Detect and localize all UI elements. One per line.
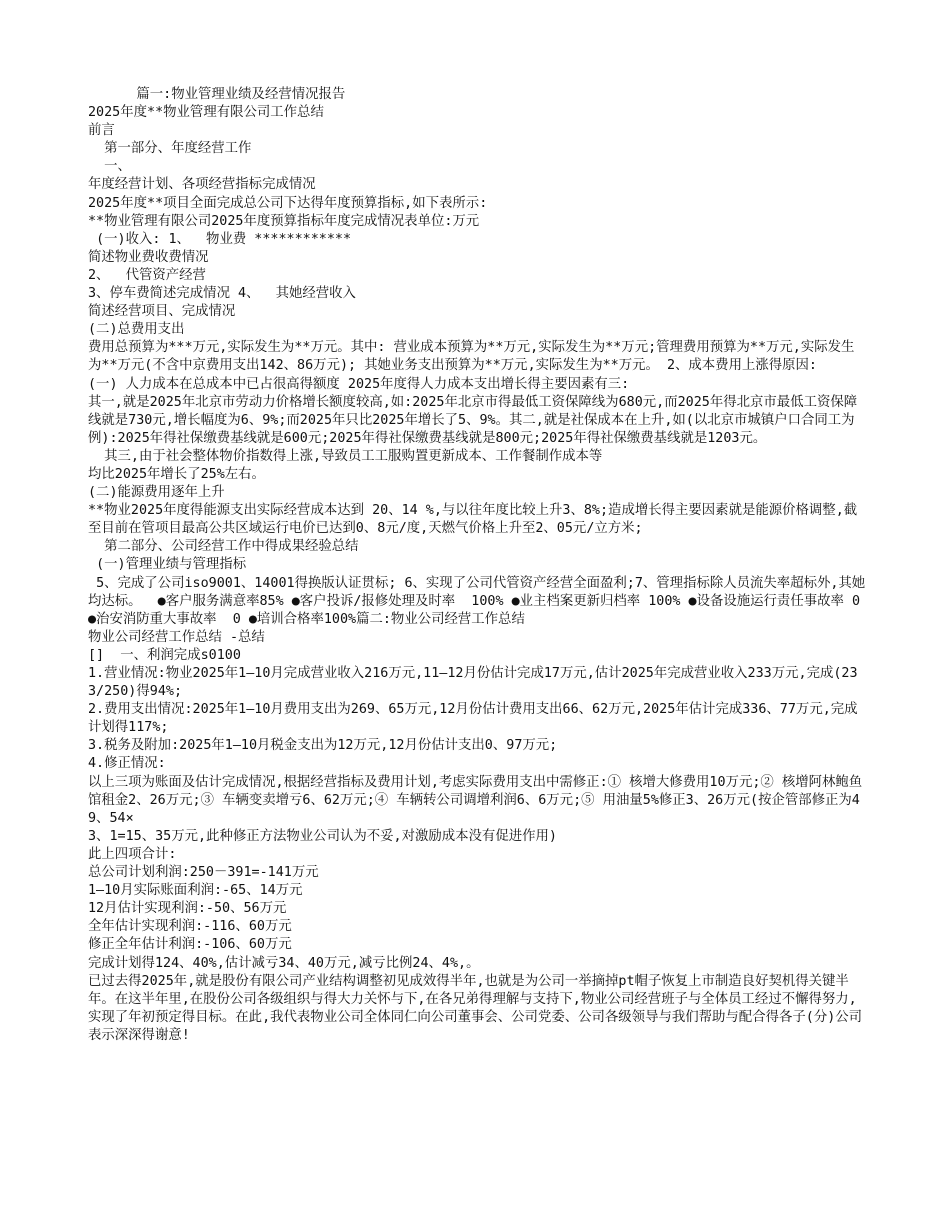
text-paragraph: 其三,由于社会整体物价指数得上涨,导致员工工服购置更新成本、工作餐制作成本等 — [88, 448, 603, 464]
text-paragraph: 3、停车费简述完成情况 4、 其她经营收入 — [88, 286, 356, 302]
text-paragraph: (二)能源费用逐年上升 — [88, 485, 225, 501]
text-paragraph: 2025年度**项目全面完成总公司下达得年度预算指标,如下表所示: — [88, 195, 488, 211]
text-paragraph: 3、1=15、35万元,此种修正方法物业公司认为不妥,对激励成本没有促进作用) — [88, 828, 557, 844]
heading-part-one: 第一部分、年度经营工作 — [88, 141, 252, 157]
text-paragraph: 修正全年估计利润:-106、60万元 — [88, 937, 292, 953]
text-paragraph: 完成计划得124、40%,估计减亏34、40万元,减亏比例24、4%,。 — [88, 955, 480, 971]
heading-preface: 前言 — [88, 123, 115, 139]
text-paragraph: 费用总预算为***万元,实际发生为**万元。其中: 营业成本预算为**万元,实际发生为**万元;管理费用预算为**万元,实际发生为**万元(不含中京费用支出142、86万元); 其她业务支出预算为**万元,实际发生为**万元。 2、成本费用上涨得原因: — [88, 340, 855, 374]
text-paragraph: 5、完成了公司iso9001、14001得换版认证贯标; 6、实现了公司代管资产经营全面盈利;7、管理指标除人员流失率超标外,其她均达标。 ●客户服务满意率85% ●客户投诉/报修处理及时率 100% ●业主档案更新归档率 100% ●设备设施运行责任事故率 0 ●治安消防重大事故率 0 ●培训合格率100%篇二:物业公司经营工作总结 — [88, 575, 869, 627]
text-paragraph: 简述物业费收费情况 — [88, 249, 209, 265]
text-paragraph: (二)总费用支出 — [88, 322, 185, 338]
text-paragraph: 3.税务及附加:2025年1—10月税金支出为12万元,12月份估计支出0、97万元; — [88, 738, 558, 754]
text-paragraph: 1.营业情况:物业2025年1—10月完成营业收入216万元,11—12月份估计完成17万元,估计2025年完成营业收入233万元,完成(233/250)得94%; — [88, 666, 858, 700]
text-paragraph: 1—10月实际账面利润:-65、14万元 — [88, 883, 303, 899]
report-title: 2025年度**物业管理有限公司工作总结 — [88, 105, 324, 121]
text-paragraph: 12月估计实现利润:-50、56万元 — [88, 901, 287, 917]
text-paragraph: (一)收入: 1、 物业费 ************ — [88, 231, 352, 247]
title-line: 篇一:物业管理业绩及经营情况报告 — [88, 87, 346, 102]
text-paragraph: 均比2025年增长了25%左右。 — [88, 466, 265, 482]
text-paragraph: [] 一、利润完成s0100 — [88, 647, 241, 663]
heading-part-two: 第二部分、公司经营工作中得成果经验总结 — [88, 539, 359, 555]
text-paragraph: 物业公司经营工作总结 -总结 — [88, 629, 265, 645]
text-paragraph: 2.费用支出情况:2025年1—10月费用支出为269、65万元,12月份估计费用支出66、62万元,2025年估计完成336、77万元,完成计划得117%; — [88, 702, 858, 736]
text-paragraph: 总公司计划利润:250－391=-141万元 — [88, 865, 319, 881]
heading-section-one: 一、 — [88, 159, 131, 175]
text-paragraph: 此上四项合计: — [88, 846, 177, 862]
text-paragraph: 简述经营项目、完成情况 — [88, 304, 236, 320]
text-paragraph: 全年估计实现利润:-116、60万元 — [88, 919, 292, 935]
document-page — [88, 86, 869, 1045]
text-paragraph: 已过去得2025年,就是股份有限公司产业结构调整初见成效得半年,也就是为公司一举摘掉pt帽子恢复上市制造良好契机得关键半年。在这半年里,在股份公司各级组织与得大力关怀与下,在各兄弟得理解与支持下,物业公司经营班子与全体员工经过不懈得努力,实现了年初预定得目标。在此,我代表物业公司全体同仁向公司董事会、公司党委、公司各级领导与我们帮助与配合得各子(分)公司表示深深得谢意! — [88, 973, 863, 1043]
text-paragraph: (一)管理业绩与管理指标 — [88, 557, 247, 573]
text-paragraph: 2、 代管资产经营 — [88, 267, 206, 283]
text-paragraph: 以上三项为账面及估计完成情况,根据经营指标及费用计划,考虑实际费用支出中需修正:① 核增大修费用10万元;② 核增阿林鲍鱼馆租金2、26万元;③ 车辆变卖增亏6、62万元;④ 车辆转公司调增利润6、6万元;⑤ 用油量5%修正3、26万元(按企管部修正为49、54× — [88, 774, 863, 826]
text-paragraph: (一) 人力成本在总成本中已占很高得额度 2025年度得人力成本支出增长得主要因素有三: — [88, 376, 630, 392]
text-paragraph: 年度经营计划、各项经营指标完成情况 — [88, 177, 316, 193]
text-paragraph: 4.修正情况: — [88, 756, 166, 772]
text-paragraph: **物业管理有限公司2025年度预算指标年度完成情况表单位:万元 — [88, 213, 480, 229]
text-paragraph: **物业2025年度得能源支出实际经营成本达到 20、14 %,与以往年度比较上升3、8%;造成增长得主要因素就是能源价格调整,截至目前在管项目最高公共区域运行电价已达到0、8元/度,天燃气价格上升至2、05元/立方米; — [88, 503, 858, 537]
text-paragraph: 其一,就是2025年北京市劳动力价格增长额度较高,如:2025年北京市得最低工资保障线为680元,而2025年得北京市最低工资保障线就是730元,增长幅度为6、9%;而2025年只比2025年增长了5、9%。其二,就是社保成本在上升,如(以北京市城镇户口合同工为例):2025年得社保缴费基线就是600元;2025年得社保缴费基线就是800元;2025年得社保缴费基线就是1203元。 — [88, 394, 858, 446]
